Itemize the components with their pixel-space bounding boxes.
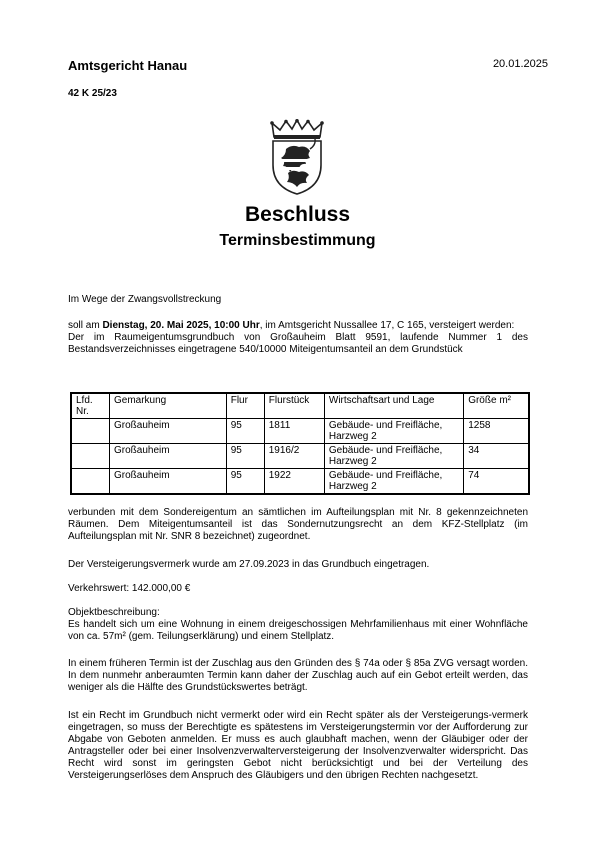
table-header-row	[71, 393, 529, 419]
auction-suffix: , im Amtsgericht Nussallee 17, C 165, versteigert werden:	[259, 320, 515, 331]
table-cell: 74	[464, 469, 529, 495]
property-description: Der im Raumeigentumsgrundbuch von Großauheim Blatt 9591, laufende Nummer 1 des Bestandsverzeichnisses eingetragene 540/10000 Miteigentumsanteil an dem Grundstück	[68, 332, 528, 355]
table-cell	[71, 444, 109, 469]
table-cell: Gebäude- und Freifläche, Harzweg 2	[324, 444, 463, 469]
table-row	[71, 419, 529, 444]
table-row	[71, 444, 529, 469]
court-name: Amtsgericht Hanau	[68, 58, 188, 73]
page-title: Beschluss	[244, 203, 351, 226]
table-cell: 1811	[264, 419, 324, 444]
parcel-table	[70, 392, 530, 495]
rechte-paragraph: Ist ein Recht im Grundbuch nicht vermerkt oder wird ein Recht später als der Versteigerungs-vermerk eingetragen, so muss der Berechtigte es spätestens im Versteigerungstermin vor der Aufforderung zur Abgabe von Geboten anmelden. Er muss es auch glaubhaft machen, wenn der Gläubiger oder der Antragsteller oder bei einer Insolvenzverwalterversteigerung der Insolvenzverwalter widerspricht. Das Recht wird sonst im geringsten Gebot nicht berücksichtigt und bei der Verteilung des Versteigerungserlöses dem Anspruch des Gläubigers und den übrigen Rechten nachgesetzt.	[68, 710, 528, 781]
table-row	[71, 469, 529, 495]
column-header: Gemarkung	[109, 393, 226, 419]
verkehrswert-paragraph: Verkehrswert: 142.000,00 €	[68, 583, 191, 594]
table-cell: 1922	[264, 469, 324, 495]
objekt-paragraph: Es handelt sich um eine Wohnung in einem dreigeschossigen Mehrfamilienhaus mit einer Wohnfläche von ca. 57m² (gem. Teilungserklärung) und einem Stellplatz.	[68, 619, 528, 642]
table-cell: 1916/2	[264, 444, 324, 469]
table-cell	[71, 419, 109, 444]
frueherer-termin-paragraph: In einem früheren Termin ist der Zuschlag aus den Gründen des § 74a oder § 85a ZVG versagt worden. In dem nunmehr anberaumten Termin kann daher der Zuschlag auch auf ein Gebot erteilt werden, das weniger als die Hälfte des Grundstückswertes beträgt.	[68, 658, 528, 693]
column-header: Flur	[226, 393, 264, 419]
table-cell: Großauheim	[109, 419, 226, 444]
table-cell	[71, 469, 109, 495]
vermerk-paragraph: Der Versteigerungsvermerk wurde am 27.09.2023 in das Grundbuch eingetragen.	[68, 559, 430, 570]
table-cell: Großauheim	[109, 444, 226, 469]
document-date: 20.01.2025	[492, 58, 548, 70]
table-cell: 95	[226, 419, 264, 444]
table-cell: 95	[226, 469, 264, 495]
hessen-coat-of-arms-icon	[266, 119, 328, 195]
column-header: Flurstück	[264, 393, 324, 419]
table-cell: Gebäude- und Freifläche, Harzweg 2	[324, 469, 463, 495]
column-header: Wirtschaftsart und Lage	[324, 393, 463, 419]
objekt-section	[68, 607, 528, 643]
sondereigentum-paragraph: verbunden mit dem Sondereigentum an sämtlichen im Aufteilungsplan mit Nr. 8 gekennzeichneten Räumen. Dem Miteigentumsanteil ist das Sondernutzungsrecht an dem KFZ-Stellplatz (im Aufteilungsplan mit Nr. SNR 8 bezeichnet) zugeordnet.	[68, 507, 528, 542]
auction-prefix: soll am	[68, 320, 103, 331]
objekt-heading: Objektbeschreibung:	[68, 607, 160, 618]
file-number: 42 K 25/23	[68, 88, 117, 99]
table-cell: Großauheim	[109, 469, 226, 495]
intro-text: Im Wege der Zwangsvollstreckung	[68, 294, 222, 305]
table-cell: 1258	[464, 419, 529, 444]
auction-paragraph	[68, 320, 528, 356]
page-subtitle: Terminsbestimmung	[219, 232, 376, 249]
column-header: Lfd. Nr.	[71, 393, 109, 419]
column-header: Größe m²	[464, 393, 529, 419]
table-cell: 34	[464, 444, 529, 469]
auction-date-time: Dienstag, 20. Mai 2025, 10:00 Uhr	[102, 320, 260, 331]
table-cell: 95	[226, 444, 264, 469]
table-cell: Gebäude- und Freifläche, Harzweg 2	[324, 419, 463, 444]
